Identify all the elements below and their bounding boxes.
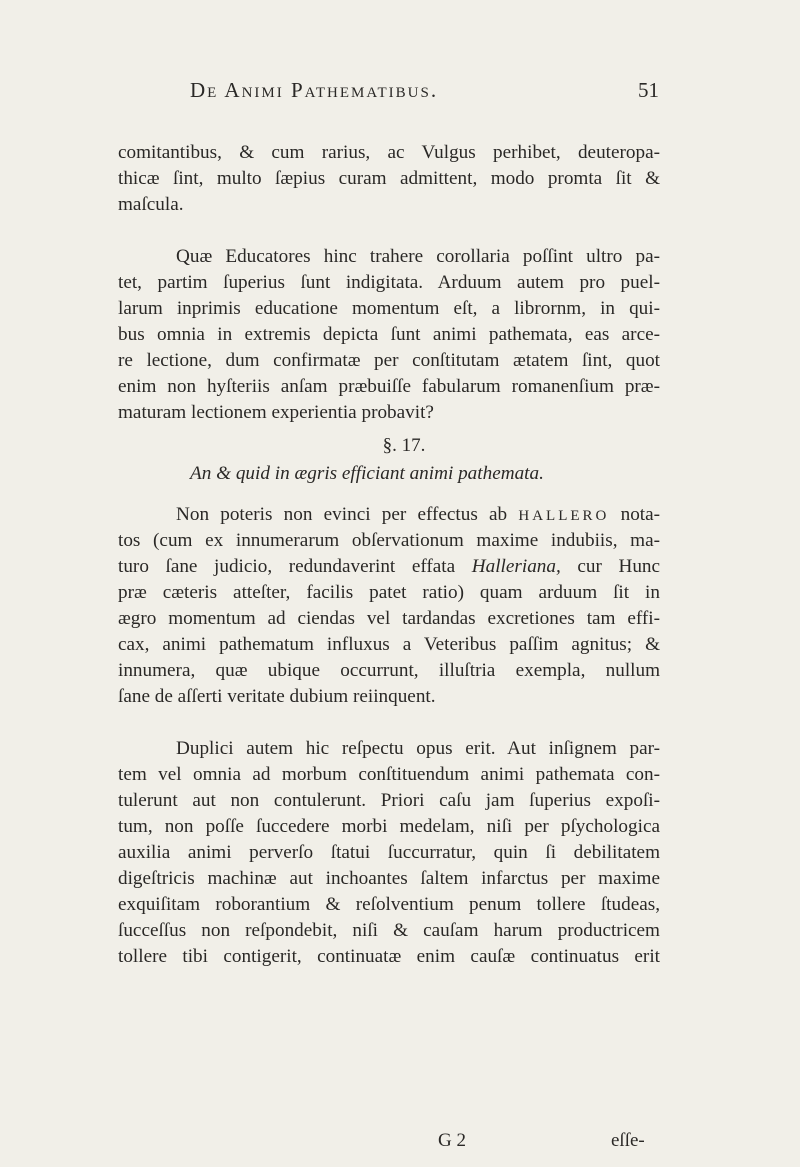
- paragraph-4: [118, 736, 660, 970]
- author-name: HALLERO: [518, 508, 610, 524]
- paragraph-2: [118, 244, 660, 426]
- text-run: cur Hunc: [577, 556, 661, 577]
- page-body: [118, 140, 660, 970]
- text-line: tum, non poſſe ſuccedere morbi medelam, niſi per pſychologica: [118, 816, 660, 837]
- text-line: Duplici autem hic reſpectu opus erit. Aut inſignem par-: [176, 738, 660, 759]
- text-run: Non poteris non evinci per effectus ab: [176, 504, 508, 525]
- text-line: maſcula.: [118, 194, 184, 215]
- page-number: 51: [638, 78, 659, 102]
- text-line: Quæ Educatores hinc trahere corollaria poſſint ultro pa-: [176, 246, 660, 267]
- paragraph-3: [118, 502, 660, 710]
- text-line: exquiſitam roborantium & reſolventium penum tollere ſtudeas,: [118, 894, 660, 915]
- text-run: turo ſane judicio, redundaverint effata: [118, 556, 456, 577]
- text-line: tet, partim ſuperius ſunt indigitata. Arduum autem pro puel-: [118, 272, 660, 293]
- running-title: De Animi Pathematibus.: [190, 78, 439, 102]
- text-line: tos (cum ex innumerarum obſervationum maxime indubiis, ma-: [118, 530, 660, 551]
- text-line: præ cæteris atteſter, facilis patet ratio) quam arduum ſit in: [118, 582, 660, 603]
- text-line: tem vel omnia ad morbum conſtituendum animi pathemata con-: [118, 764, 660, 785]
- paragraph-1: [118, 140, 660, 218]
- section-heading: An & quid in ægris efficiant animi pathemata.: [190, 463, 544, 484]
- text-line: digeſtricis machinæ aut inchoantes ſaltem infarctus per maxime: [118, 868, 660, 889]
- text-line: tulerunt aut non contulerunt. Priori caſu jam ſuperius expoſi-: [118, 790, 660, 811]
- section-number: §. 17.: [382, 435, 426, 456]
- signature-mark: G 2: [438, 1130, 466, 1151]
- italic-term: Halleriana,: [471, 556, 561, 577]
- text-line: auxilia animi perverſo ſtatui ſuccurratur, quin ſi debilitatem: [118, 842, 660, 863]
- text-line: enim non hyſteriis anſam præbuiſſe fabularum romanenſium præ-: [118, 376, 660, 397]
- text-line: bus omnia in extremis depicta ſunt animi pathemata, eas arce-: [118, 324, 660, 345]
- text-line: [118, 502, 660, 528]
- text-run: nota-: [620, 504, 661, 525]
- catchword: eſſe-: [611, 1130, 645, 1151]
- text-line: cax, animi pathematum influxus a Veteribus paſſim agnitus; &: [118, 634, 660, 655]
- text-line: innumera, quæ ubique occurrunt, illuſtria exempla, nullum: [118, 660, 660, 681]
- text-line: [118, 554, 660, 580]
- text-line: thicæ ſint, multo ſæpius curam admittent, modo promta ſit &: [118, 168, 660, 189]
- text-line: re lectione, dum confirmatæ per conſtitutam ætatem ſint, quot: [118, 350, 660, 371]
- text-line: tollere tibi contigerit, continuatæ enim cauſæ continuatus erit: [118, 946, 660, 967]
- text-line: comitantibus, & cum rarius, ac Vulgus perhibet, deuteropa-: [118, 142, 660, 163]
- text-line: ſucceſſus non reſpondebit, niſi & cauſam harum productricem: [118, 920, 660, 941]
- text-line: larum inprimis educatione momentum eſt, a librornm, in qui-: [118, 298, 660, 319]
- text-line: maturam lectionem experientia probavit?: [118, 402, 434, 423]
- page-header: [0, 78, 800, 108]
- text-line: ægro momentum ad ciendas vel tardandas excretiones tam effi-: [118, 608, 660, 629]
- text-line: ſane de aſſerti veritate dubium reiinquent.: [118, 686, 436, 707]
